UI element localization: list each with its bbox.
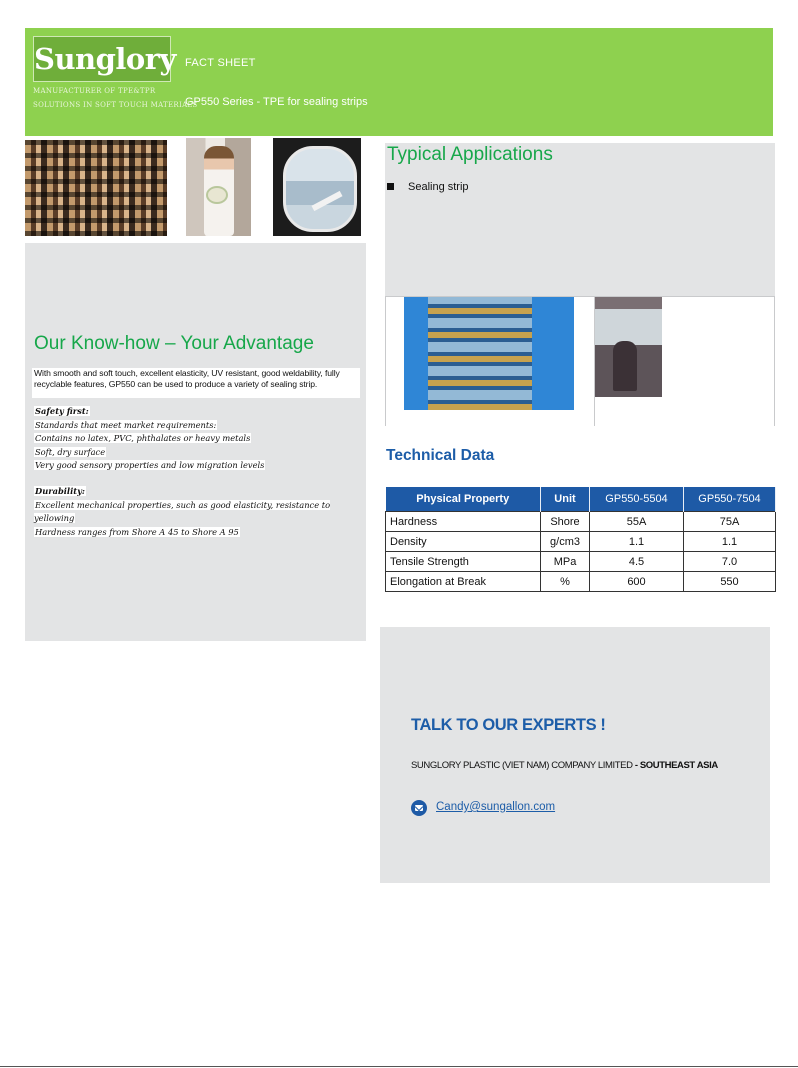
table-cell: Shore [541,512,590,532]
bullet-square [387,183,394,190]
table-cell: Density [386,532,541,552]
architecture-photo [25,140,167,236]
technical-data-table [385,487,776,592]
table-cell: 1.1 [590,532,684,552]
train-window-photo [595,297,662,397]
table-row [386,572,776,592]
company-region: - SOUTHEAST ASIA [632,760,718,771]
passenger [613,341,637,391]
logo-tagline-1: MANUFACTURER OF TPE&TPR [33,87,156,95]
column-header: GP550-5504 [590,487,684,512]
knowhow-heading: Our Know-how – Your Advantage [34,333,314,354]
durability-item: Excellent mechanical properties, such as good elasticity, resistance to yellowing [34,499,331,523]
safety-item: Very good sensory properties and low migration levels [35,460,265,470]
knowhow-paragraph: With smooth and soft touch, excellent elasticity, UV resistant, good weldability, fully recyclable features, GP550 can be used to produce a variety of sealing strip. [32,368,360,398]
contact-heading: TALK TO OUR EXPERTS ! [411,716,606,734]
table-row [386,532,776,552]
table-cell: 600 [590,572,684,592]
safety-item: Standards that meet market requirements: [35,419,217,430]
document-type: FACT SHEET [185,57,256,69]
company-line [411,760,718,771]
table-cell: Hardness [386,512,541,532]
sky-right [532,297,574,410]
column-header: GP550-7504 [684,487,776,512]
durability-item: Hardness ranges from Shore A 45 to Shore A 95 [35,526,239,537]
table-cell: 75A [684,512,776,532]
table-cell: Tensile Strength [386,552,541,572]
mail-icon [411,800,427,816]
durability-section [34,485,334,539]
airplane-window-photo [273,138,361,236]
durability-title: Durability: [35,486,85,496]
application-item: Sealing strip [408,181,469,193]
email-link[interactable]: Candy@sungallon.com [436,801,556,813]
company-name: SUNGLORY PLASTIC (VIET NAM) COMPANY LIMITED [411,760,633,771]
sky-left [404,297,428,410]
table-cell: Elongation at Break [386,572,541,592]
safety-title: Safety first: [35,406,89,416]
contact-panel [380,627,770,883]
technical-data-heading: Technical Data [386,447,495,464]
series-title: GP550 Series - TPE for sealing strips [185,96,368,108]
table-cell: g/cm3 [541,532,590,552]
table-cell: 550 [684,572,776,592]
bride-photo [186,138,251,236]
table-header-row [386,487,776,512]
table-cell: 55A [590,512,684,532]
column-header: Unit [541,487,590,512]
table-cell: % [541,572,590,592]
applications-heading: Typical Applications [387,144,553,165]
window-pane [283,146,357,232]
table-cell: 1.1 [684,532,776,552]
logo-tagline-2: SOLUTIONS IN SOFT TOUCH MATERIALS [33,101,198,109]
table-row [386,552,776,572]
table-cell: 7.0 [684,552,776,572]
column-header: Physical Property [386,487,541,512]
table-row [386,512,776,532]
table-cell: MPa [541,552,590,572]
sunglory-logo: Sunglory [33,36,171,82]
table-cell: 4.5 [590,552,684,572]
bouquet [208,188,226,202]
safety-section [34,405,354,473]
safety-item: Contains no latex, PVC, phthalates or heavy metals [35,433,251,443]
page-bottom-rule [0,1066,798,1067]
safety-item: Soft, dry surface [35,446,106,457]
